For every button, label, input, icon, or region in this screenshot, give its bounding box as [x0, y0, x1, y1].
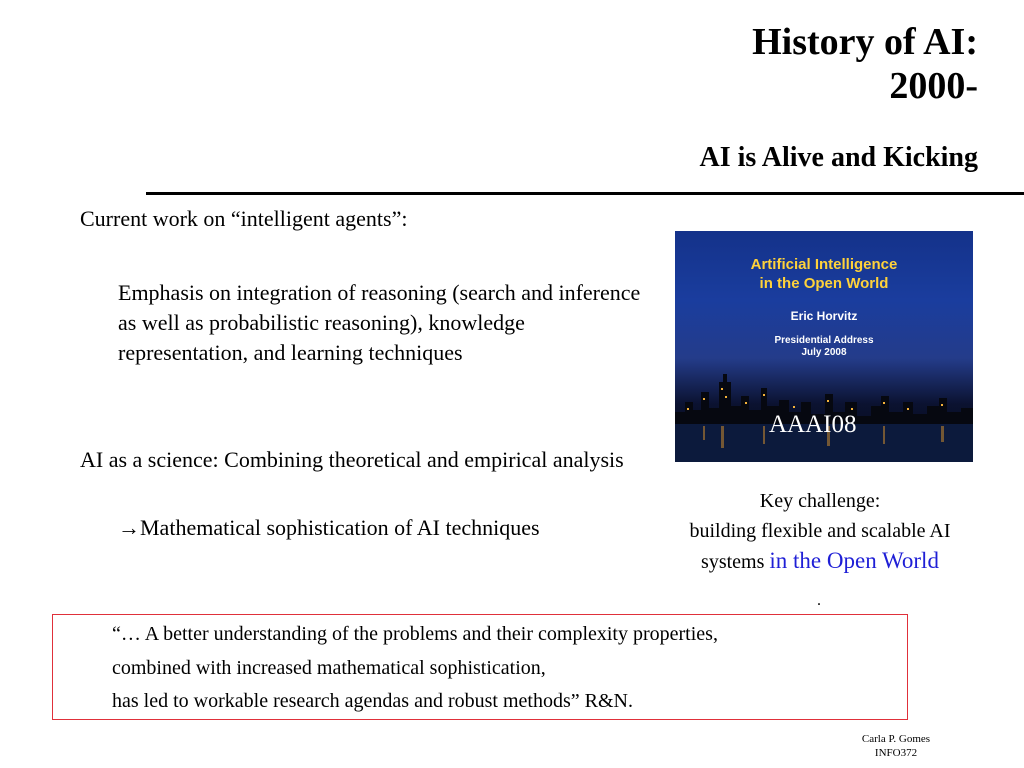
emphasis-text: Emphasis on integration of reasoning (search and inference as well as probabilistic reasoning), knowledge representation, and learning techniques [118, 280, 641, 365]
title-divider [146, 192, 1024, 195]
image-author: Eric Horvitz [790, 309, 858, 323]
quote-line-3: has led to workable research agendas and robust methods” R&N. [112, 690, 633, 712]
caption-systems: systems [701, 551, 770, 573]
key-challenge-caption [640, 486, 1000, 577]
caption-dot: . [817, 592, 821, 609]
quote-line-2: combined with increased mathematical sophistication, [112, 657, 546, 679]
math-sophistication-text [118, 513, 598, 543]
quote-line-1: “… A better understanding of the problems and their complexity properties, [112, 623, 718, 645]
slide-title [752, 20, 978, 108]
city-skyline-graphic [675, 352, 973, 462]
caption-open-world: in the Open World [769, 548, 939, 573]
image-title-line-2: in the Open World [759, 275, 889, 292]
footer [826, 732, 966, 760]
image-title [675, 255, 973, 293]
slide-title-line-2: 2000- [889, 65, 978, 107]
aaai08-keynote-image [675, 231, 973, 462]
image-event-line-1: Presidential Address [774, 335, 874, 346]
slide-subtitle: AI is Alive and Kicking [699, 142, 978, 173]
right-arrow-icon: → [118, 515, 140, 540]
caption-line-2: building flexible and scalable AI [689, 520, 951, 542]
footer-course: INFO372 [874, 747, 918, 759]
footer-author: Carla P. Gomes [861, 733, 931, 745]
intro-text: Current work on “intelligent agents”: [80, 206, 408, 231]
science-text: AI as a science: Combining theoretical and empirical analysis [80, 447, 624, 472]
caption-line-3 [640, 546, 1000, 577]
image-event-line-2: July 2008 [801, 347, 847, 358]
slide-title-line-1: History of AI: [752, 21, 978, 63]
caption-line-1: Key challenge: [759, 490, 881, 512]
image-title-line-1: Artificial Intelligence [750, 256, 898, 273]
image-tag-aaai08: AAAI08 [769, 411, 857, 438]
math-sophistication-label: Mathematical sophistication of AI techniques [140, 515, 540, 540]
